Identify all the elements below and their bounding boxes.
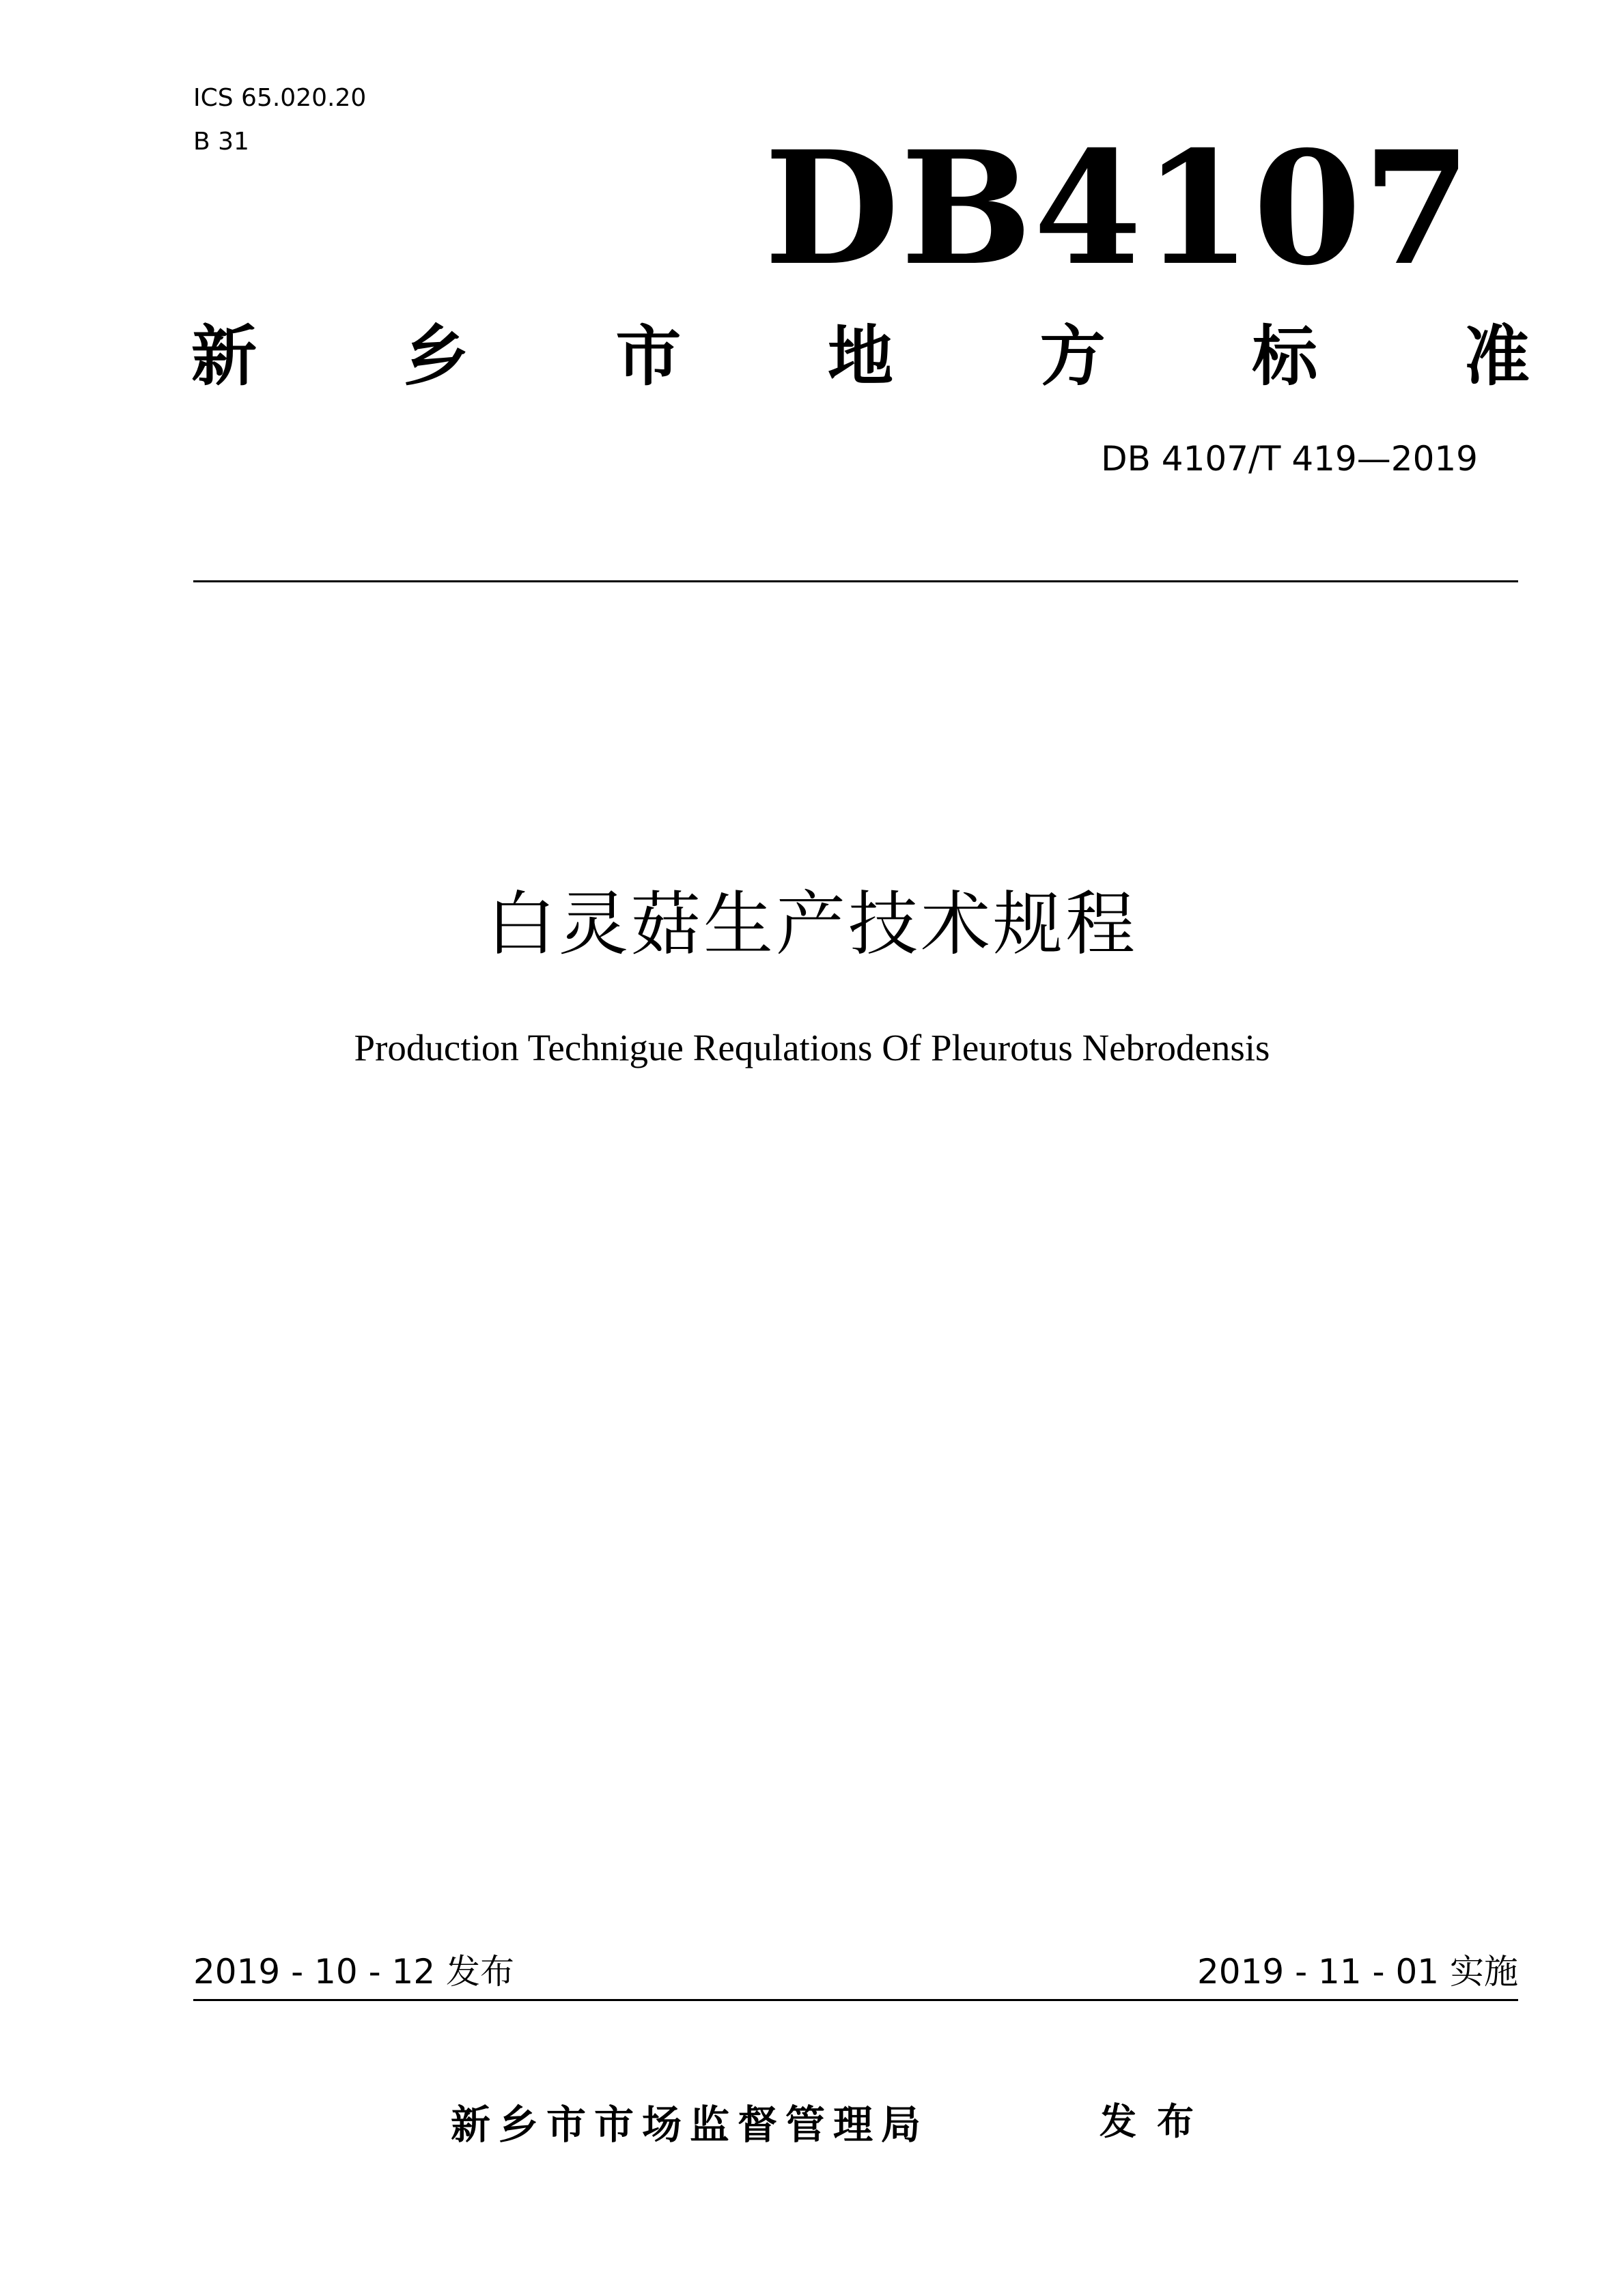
issue-date: 2019 - 10 - 12 发布 — [193, 1952, 515, 1992]
ccs-code: B 31 — [193, 128, 249, 156]
standard-type-char: 地 — [827, 318, 893, 395]
document-title-chinese: 白灵菇生产技术规程 — [486, 884, 1138, 965]
standard-type-char: 标 — [1252, 318, 1318, 395]
standard-type-char: 乡 — [403, 318, 469, 395]
ics-code: ICS 65.020.20 — [193, 84, 367, 112]
implementation-date: 2019 - 11 - 01 实施 — [1196, 1952, 1518, 1992]
standard-type-char: 方 — [1039, 318, 1106, 395]
standard-type-char: 准 — [1464, 318, 1530, 395]
standard-type-char: 市 — [615, 318, 682, 395]
issuing-authority-suffix: 发布 — [1100, 2100, 1214, 2143]
standard-type — [191, 315, 1530, 397]
header-divider — [193, 580, 1518, 582]
standard-type-char: 新 — [191, 318, 257, 395]
footer-divider — [193, 1999, 1518, 2001]
issuing-authority: 新乡市市场监督管理局 — [451, 2101, 929, 2148]
document-title-english: Production Technigue Requlations Of Pleurotus Nebrodensis — [354, 1027, 1270, 1068]
db-code-heading: DB4107 — [764, 117, 1472, 300]
standard-number: DB 4107/T 419—2019 — [1101, 439, 1478, 479]
